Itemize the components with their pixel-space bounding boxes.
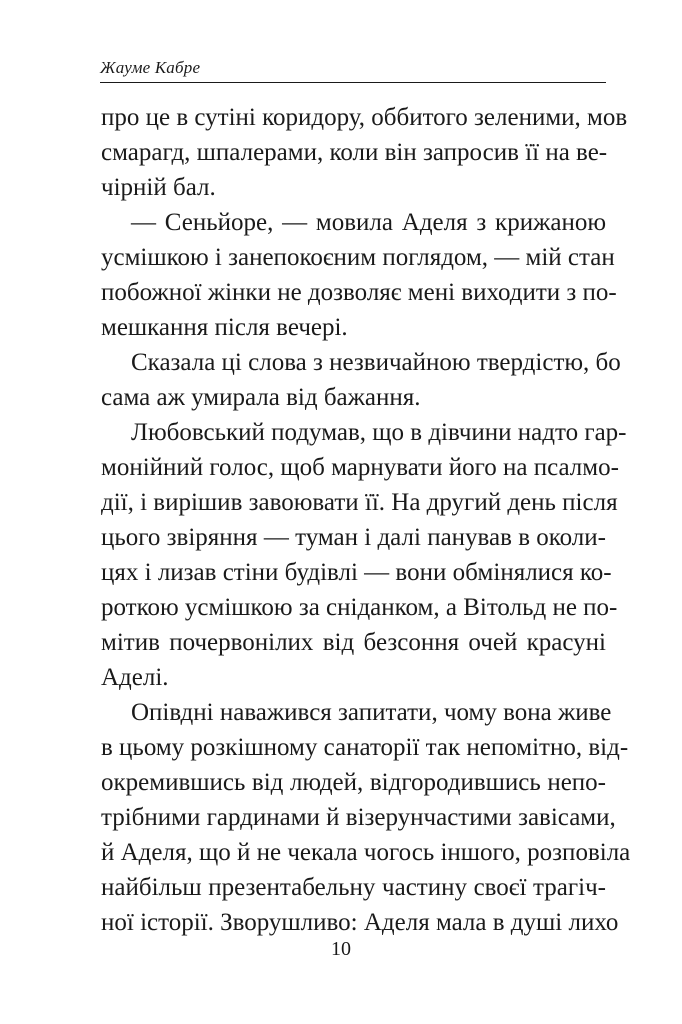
text-line: Любовський подумав, що в дівчини надто гар- <box>131 419 627 446</box>
page-number: 10 <box>331 938 351 960</box>
text-line: Сказала ці слова з незвичайною твердістю, бо <box>131 349 621 376</box>
text-line: усмішкою і занепокоєним поглядом, — мій стан <box>101 244 615 271</box>
text-line: мешкання після вечері. <box>101 314 348 341</box>
text-line: чірній бал. <box>101 174 216 201</box>
text-line: монійний голос, щоб марнувати його на псалмо- <box>101 454 619 481</box>
text-line: цього звіряння — туман і далі панував в околи- <box>101 524 606 551</box>
text-line: сама аж умирала від бажання. <box>101 384 421 411</box>
text-line: в цьому розкішному санаторії так непомітно, від- <box>101 734 629 761</box>
text-line: окремившись від людей, відгородившись непо- <box>101 769 606 796</box>
text-line: дії, і вирішив завоювати її. На другий день після <box>101 489 618 516</box>
text-line: ної історії. Зворушливо: Аделя мала в душі лихо <box>101 909 619 936</box>
text-line: побожної жінки не дозволяє мені виходити з по- <box>101 279 617 306</box>
header-rule <box>100 82 606 83</box>
text-line: смарагд, шпалерами, коли він запросив її на ве- <box>101 139 608 166</box>
text-line: Опівдні наважився запитати, чому вона живе <box>131 699 612 726</box>
running-head-author: Жауме Кабре <box>100 58 201 77</box>
text-line: й Аделя, що й не чекала чогось іншого, розповіла <box>101 839 631 866</box>
text-line: найбільш презентабельну частину своєї трагіч- <box>101 874 606 901</box>
text-line: трібними гардинами й візерунчастими завісами, <box>101 804 616 831</box>
text-line: мітив почервонілих від безсоння очей красуні <box>101 629 606 656</box>
text-line: — Сеньйоре, — мовила Аделя з крижаною <box>131 209 606 236</box>
text-line: Аделі. <box>101 664 169 691</box>
text-line: про це в сутіні коридору, оббитого зеленими, мов <box>101 104 628 131</box>
text-line: цях і лизав стіни будівлі — вони обмінялися ко- <box>101 559 612 586</box>
text-line: роткою усмішкою за сніданком, а Вітольд не по- <box>101 594 618 621</box>
